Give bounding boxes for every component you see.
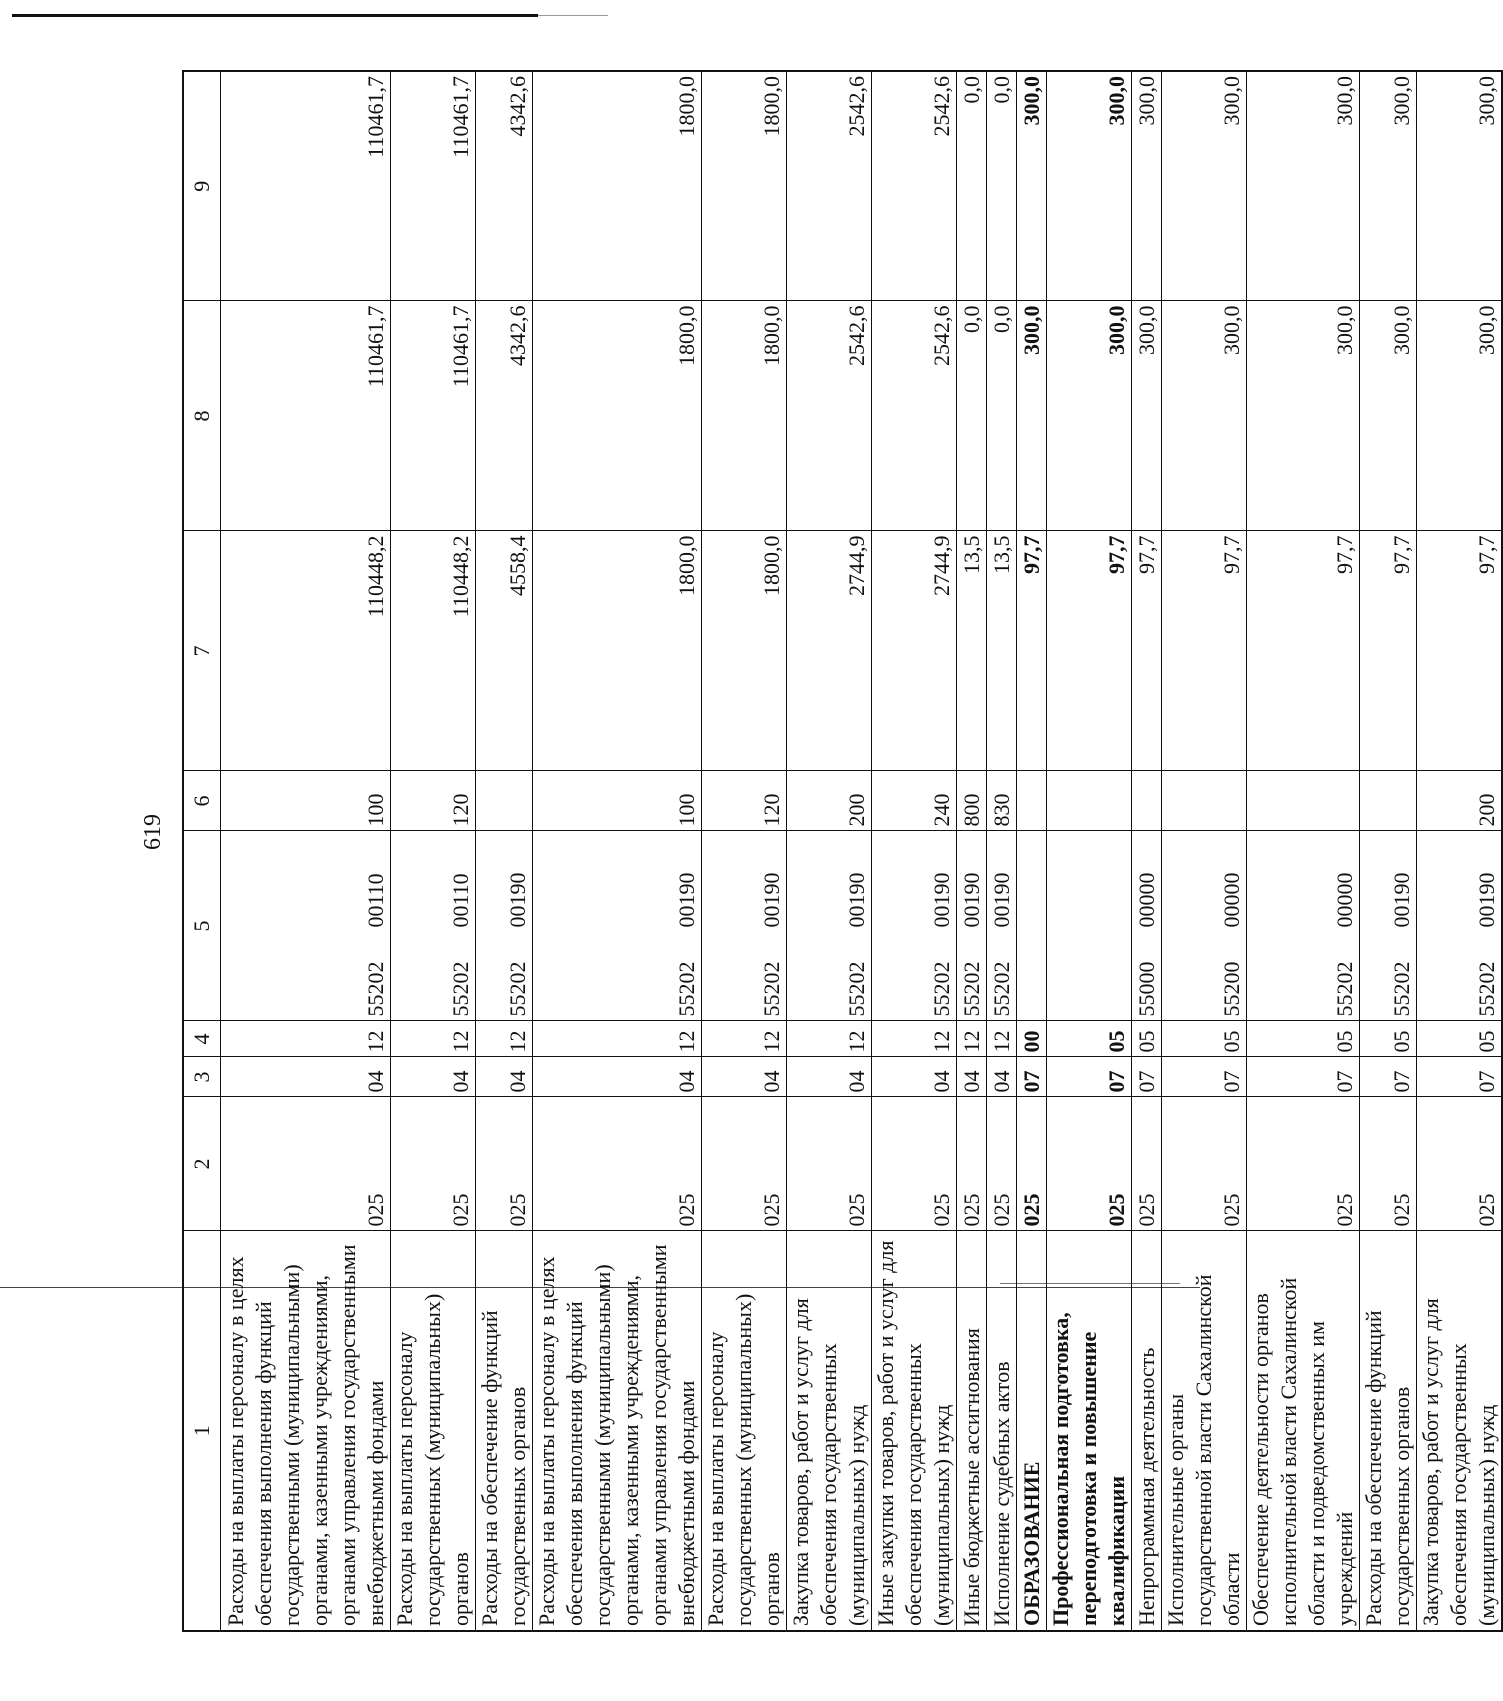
row-subsection: 12: [957, 1021, 987, 1057]
row-value-9: 0,0: [987, 71, 1017, 301]
row-value-7: 1800,0: [533, 531, 702, 771]
row-subsection: 12: [533, 1021, 702, 1057]
table-row: [1047, 71, 1132, 1631]
row-value-8: 110461,7: [391, 301, 476, 531]
row-section: 04: [872, 1057, 957, 1097]
header-row: [183, 71, 221, 1631]
row-value-9: 2542,6: [872, 71, 957, 301]
table-row: [1417, 71, 1503, 1631]
target-article-program: 55202: [989, 961, 1014, 1017]
row-value-9: 300,0: [1360, 71, 1417, 301]
row-value-8: 300,0: [1132, 301, 1162, 531]
row-name: Расходы на выплаты персоналу в целях обеспечения выполнения функций государственными (муниципальными) органами, казенными учреждениями, органами управления государственными внебюджетными фондами: [533, 1231, 702, 1631]
row-name: Закупка товаров, работ и услуг для обеспечения государственных (муниципальных) нужд: [787, 1231, 872, 1631]
table-row: [987, 71, 1017, 1631]
row-target-article: [221, 831, 391, 1021]
row-target-article: [1132, 831, 1162, 1021]
row-admin-code: 025: [1247, 1097, 1360, 1231]
row-value-7: 97,7: [1047, 531, 1132, 771]
target-article-direction: 00190: [1389, 872, 1414, 928]
target-article-program: 55202: [363, 961, 388, 1017]
row-target-article: [1162, 831, 1247, 1021]
column-header-2: 2: [183, 1097, 221, 1231]
row-section: 07: [1247, 1057, 1360, 1097]
row-value-8: 300,0: [1417, 301, 1503, 531]
row-expense-type: 830: [987, 771, 1017, 831]
target-article-direction: 00000: [1219, 872, 1244, 928]
row-value-7: 1800,0: [702, 531, 787, 771]
row-admin-code: 025: [872, 1097, 957, 1231]
table-row: [391, 71, 476, 1631]
column-header-4: 4: [183, 1021, 221, 1057]
row-value-8: 4342,6: [476, 301, 533, 531]
row-value-7: 110448,2: [391, 531, 476, 771]
target-article-program: 55202: [674, 961, 699, 1017]
table-row: [702, 71, 787, 1631]
row-expense-type: [1047, 771, 1132, 831]
row-value-9: 300,0: [1132, 71, 1162, 301]
target-article-program: 55000: [1134, 961, 1159, 1017]
row-admin-code: 025: [1417, 1097, 1503, 1231]
row-admin-code: 025: [1047, 1097, 1132, 1231]
target-article-direction: 00190: [844, 872, 869, 928]
row-value-9: 2542,6: [787, 71, 872, 301]
target-article-direction: 00190: [989, 872, 1014, 928]
row-expense-type: 800: [957, 771, 987, 831]
row-name: Непрограммная деятельность: [1132, 1231, 1162, 1631]
target-article-direction: 00190: [759, 872, 784, 928]
row-section: 07: [1132, 1057, 1162, 1097]
row-value-8: 0,0: [957, 301, 987, 531]
row-expense-type: 200: [787, 771, 872, 831]
target-article-direction: 00190: [674, 872, 699, 928]
row-admin-code: 025: [221, 1097, 391, 1231]
target-article-program: 55202: [505, 961, 530, 1017]
row-subsection: 05: [1417, 1021, 1503, 1057]
row-value-9: 1800,0: [702, 71, 787, 301]
row-value-8: 110461,7: [221, 301, 391, 531]
row-target-article: [1047, 831, 1132, 1021]
table-row: [221, 71, 391, 1631]
row-name: Исполнительные органы государственной власти Сахалинской области: [1162, 1231, 1247, 1631]
row-value-7: 4558,4: [476, 531, 533, 771]
row-admin-code: 025: [476, 1097, 533, 1231]
row-value-8: 300,0: [1162, 301, 1247, 531]
table-row: [872, 71, 957, 1631]
table-body: [221, 71, 1503, 1631]
row-value-9: 0,0: [957, 71, 987, 301]
row-admin-code: 025: [1132, 1097, 1162, 1231]
row-subsection: 05: [1162, 1021, 1247, 1057]
row-section: 04: [957, 1057, 987, 1097]
row-value-9: 1800,0: [533, 71, 702, 301]
row-section: 07: [1360, 1057, 1417, 1097]
row-expense-type: 240: [872, 771, 957, 831]
target-article-direction: 00110: [448, 873, 473, 928]
row-value-7: 97,7: [1247, 531, 1360, 771]
row-value-8: 2542,6: [787, 301, 872, 531]
row-expense-type: [1132, 771, 1162, 831]
row-name: Иные закупки товаров, работ и услуг для обеспечения государственных (муниципальных) нужд: [872, 1231, 957, 1631]
row-value-7: 97,7: [1162, 531, 1247, 771]
column-header-6: 6: [183, 771, 221, 831]
row-value-8: 2542,6: [872, 301, 957, 531]
row-target-article: [872, 831, 957, 1021]
target-article-program: 55202: [1332, 961, 1357, 1017]
row-section: 04: [391, 1057, 476, 1097]
row-subsection: 12: [872, 1021, 957, 1057]
row-value-7: 110448,2: [221, 531, 391, 771]
target-article-direction: 00190: [929, 872, 954, 928]
row-subsection: 12: [391, 1021, 476, 1057]
row-target-article: [1247, 831, 1360, 1021]
row-value-7: 97,7: [1417, 531, 1503, 771]
row-name: Исполнение судебных актов: [987, 1231, 1017, 1631]
target-article-direction: 00000: [1332, 872, 1357, 928]
row-value-7: 97,7: [1017, 531, 1047, 771]
row-value-8: 1800,0: [533, 301, 702, 531]
row-name: Расходы на обеспечение функций государственных органов: [476, 1231, 533, 1631]
table-row: [957, 71, 987, 1631]
row-admin-code: 025: [533, 1097, 702, 1231]
row-name: Закупка товаров, работ и услуг для обеспечения государственных (муниципальных) нужд: [1417, 1231, 1503, 1631]
row-name: Иные бюджетные ассигнования: [957, 1231, 987, 1631]
row-subsection: 05: [1047, 1021, 1132, 1057]
row-subsection: 12: [987, 1021, 1017, 1057]
row-value-7: 97,7: [1132, 531, 1162, 771]
row-section: 07: [1162, 1057, 1247, 1097]
target-article-program: 55202: [844, 961, 869, 1017]
row-value-8: 0,0: [987, 301, 1017, 531]
row-section: 04: [987, 1057, 1017, 1097]
row-section: 07: [1417, 1057, 1503, 1097]
row-subsection: 12: [476, 1021, 533, 1057]
row-subsection: 12: [702, 1021, 787, 1057]
row-expense-type: 200: [1417, 771, 1503, 831]
row-admin-code: 025: [1017, 1097, 1047, 1231]
top-rule: [12, 14, 538, 17]
target-article-direction: 00190: [1474, 872, 1499, 928]
row-admin-code: 025: [957, 1097, 987, 1231]
row-name: ОБРАЗОВАНИЕ: [1017, 1231, 1047, 1631]
row-admin-code: 025: [702, 1097, 787, 1231]
target-article-program: 55202: [759, 961, 784, 1017]
row-target-article: [476, 831, 533, 1021]
row-value-8: 300,0: [1047, 301, 1132, 531]
row-target-article: [957, 831, 987, 1021]
row-name: Расходы на выплаты персоналу в целях обеспечения выполнения функций государственными (муниципальными) органами, казенными учреждениями, органами управления государственными внебюджетными фондами: [221, 1231, 391, 1631]
column-header-7: 7: [183, 531, 221, 771]
target-article-program: 55202: [959, 961, 984, 1017]
row-target-article: [702, 831, 787, 1021]
target-article-program: 55200: [1219, 961, 1244, 1017]
row-section: 07: [1047, 1057, 1132, 1097]
row-name: Расходы на выплаты персоналу государственных (муниципальных) органов: [391, 1231, 476, 1631]
table-row: [1360, 71, 1417, 1631]
target-article-direction: 00000: [1134, 872, 1159, 928]
budget-table: [182, 70, 1503, 1632]
target-article-program: 55202: [1389, 961, 1414, 1017]
row-value-7: 2744,9: [872, 531, 957, 771]
table-row: [1162, 71, 1247, 1631]
row-expense-type: [1360, 771, 1417, 831]
target-article-direction: 00190: [505, 872, 530, 928]
row-value-7: 97,7: [1360, 531, 1417, 771]
row-target-article: [1017, 831, 1047, 1021]
row-section: 07: [1017, 1057, 1047, 1097]
row-admin-code: 025: [987, 1097, 1017, 1231]
row-value-9: 110461,7: [221, 71, 391, 301]
target-article-direction: 00110: [363, 873, 388, 928]
target-article-program: 55202: [1474, 961, 1499, 1017]
row-value-9: 110461,7: [391, 71, 476, 301]
row-value-9: 300,0: [1247, 71, 1360, 301]
page-number: 619: [139, 814, 166, 850]
row-value-9: 300,0: [1162, 71, 1247, 301]
target-article-program: 55202: [929, 961, 954, 1017]
row-value-8: 1800,0: [702, 301, 787, 531]
row-admin-code: 025: [787, 1097, 872, 1231]
table-row: [1017, 71, 1047, 1631]
row-name: Обеспечение деятельности органов исполнительной власти Сахалинской области и подведомственных им учреждений: [1247, 1231, 1360, 1631]
row-subsection: 12: [787, 1021, 872, 1057]
row-value-9: 300,0: [1017, 71, 1047, 301]
row-admin-code: 025: [1162, 1097, 1247, 1231]
row-value-7: 13,5: [987, 531, 1017, 771]
row-name: Расходы на выплаты персоналу государственных (муниципальных) органов: [702, 1231, 787, 1631]
row-expense-type: [1162, 771, 1247, 831]
row-admin-code: 025: [1360, 1097, 1417, 1231]
top-rule-faint: [538, 15, 608, 16]
column-header-3: 3: [183, 1057, 221, 1097]
row-name: Расходы на обеспечение функций государственных органов: [1360, 1231, 1417, 1631]
row-expense-type: 120: [702, 771, 787, 831]
row-section: 04: [787, 1057, 872, 1097]
table-row: [1247, 71, 1360, 1631]
target-article-program: 55202: [448, 961, 473, 1017]
row-expense-type: 100: [221, 771, 391, 831]
row-section: 04: [533, 1057, 702, 1097]
table-row: [787, 71, 872, 1631]
row-value-9: 4342,6: [476, 71, 533, 301]
row-subsection: 05: [1132, 1021, 1162, 1057]
row-target-article: [533, 831, 702, 1021]
row-expense-type: 100: [533, 771, 702, 831]
row-expense-type: [476, 771, 533, 831]
row-subsection: 05: [1247, 1021, 1360, 1057]
table-row: [476, 71, 533, 1631]
row-value-7: 2744,9: [787, 531, 872, 771]
row-value-9: 300,0: [1047, 71, 1132, 301]
row-admin-code: 025: [391, 1097, 476, 1231]
row-subsection: 05: [1360, 1021, 1417, 1057]
column-header-5: 5: [183, 831, 221, 1021]
column-header-1: 1: [183, 1231, 221, 1631]
row-value-8: 300,0: [1247, 301, 1360, 531]
table-row: [533, 71, 702, 1631]
row-name: Профессиональная подготовка, переподготовка и повышение квалификации: [1047, 1231, 1132, 1631]
row-subsection: 00: [1017, 1021, 1047, 1057]
row-expense-type: [1247, 771, 1360, 831]
table-row: [1132, 71, 1162, 1631]
row-subsection: 12: [221, 1021, 391, 1057]
row-value-9: 300,0: [1417, 71, 1503, 301]
row-section: 04: [702, 1057, 787, 1097]
column-header-8: 8: [183, 301, 221, 531]
row-expense-type: 120: [391, 771, 476, 831]
row-value-7: 13,5: [957, 531, 987, 771]
row-target-article: [787, 831, 872, 1021]
row-target-article: [1417, 831, 1503, 1021]
rotated-page: [126, 67, 1499, 1632]
row-target-article: [1360, 831, 1417, 1021]
row-value-8: 300,0: [1017, 301, 1047, 531]
target-article-direction: 00190: [959, 872, 984, 928]
column-header-9: 9: [183, 71, 221, 301]
row-target-article: [987, 831, 1017, 1021]
row-target-article: [391, 831, 476, 1021]
row-expense-type: [1017, 771, 1047, 831]
row-value-8: 300,0: [1360, 301, 1417, 531]
row-section: 04: [221, 1057, 391, 1097]
row-section: 04: [476, 1057, 533, 1097]
